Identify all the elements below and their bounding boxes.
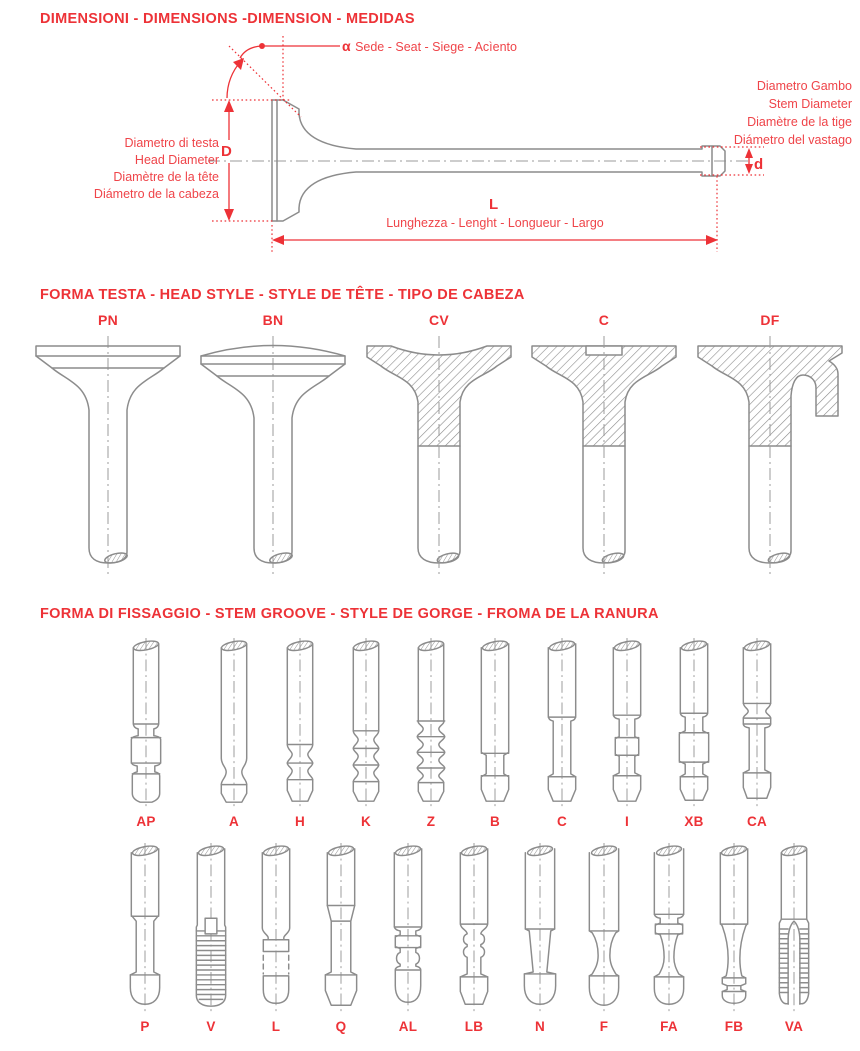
head-style-cv-drawing [357, 330, 521, 580]
head-style-label: PN [97, 312, 119, 328]
stem-style-label: N [534, 1019, 546, 1034]
head-style-label: CV [428, 312, 450, 328]
head-styles-title: FORMA TESTA - HEAD STYLE - STYLE DE TÊTE - TIPO DE CABEZA [40, 287, 525, 303]
stem-style-v-drawing [181, 841, 241, 1015]
stem-style-label: I [624, 814, 630, 829]
stem-style-q [311, 841, 371, 1034]
stem-style-v [181, 841, 241, 1034]
stem-style-label: A [228, 814, 240, 829]
head-diameter-label [94, 135, 219, 203]
stem-style-fb [704, 841, 764, 1034]
stem-style-label: AL [398, 1019, 418, 1034]
stem-style-xb-drawing [664, 636, 724, 810]
stem-style-label: V [206, 1019, 216, 1034]
stem-style-label: C [556, 814, 568, 829]
stem-style-va-drawing [764, 841, 824, 1015]
stem-style-label: XB [684, 814, 704, 829]
stem-style-label: Z [426, 814, 436, 829]
stem-style-z-drawing [401, 636, 461, 810]
stem-style-z [401, 636, 461, 829]
stem-style-fa-drawing [639, 841, 699, 1015]
stem-style-al-drawing [378, 841, 438, 1015]
stem-style-xb [664, 636, 724, 829]
stem-style-a-drawing [204, 636, 264, 810]
stem-style-n [510, 841, 570, 1034]
stem-style-label: K [360, 814, 372, 829]
stem-style-label: F [599, 1019, 609, 1034]
stem-style-fa [639, 841, 699, 1034]
stem-style-l-drawing [246, 841, 306, 1015]
stem-style-va [764, 841, 824, 1034]
stem-style-p-drawing [115, 841, 175, 1015]
stem-style-lb [444, 841, 504, 1034]
stem-style-label: B [489, 814, 501, 829]
stem-style-ap [116, 636, 176, 829]
stem-style-k [336, 636, 396, 829]
stem-style-label: LB [464, 1019, 484, 1034]
stem-style-k-drawing [336, 636, 396, 810]
stem-style-label: P [140, 1019, 150, 1034]
stem-style-al [378, 841, 438, 1034]
head-diameter-line-fr: Diamètre de la tête [113, 170, 219, 184]
stem-style-q-drawing [311, 841, 371, 1015]
stem-style-b [465, 636, 525, 829]
stem-style-b-drawing [465, 636, 525, 810]
stem-style-fb-drawing [704, 841, 764, 1015]
stem-diameter-line-es: Diámetro del vastago [733, 133, 852, 147]
length-label: Lunghezza - Lenght - Longueur - Largo [386, 216, 604, 230]
head-style-label: DF [760, 312, 780, 328]
head-style-c-drawing [522, 330, 686, 580]
stem-style-label: VA [784, 1019, 804, 1034]
stem-style-l [246, 841, 306, 1034]
head-style-label: BN [262, 312, 284, 328]
stem-style-h-drawing [270, 636, 330, 810]
head-style-bn-drawing [191, 330, 355, 580]
head-style-df [688, 312, 852, 580]
stem-style-label: Q [335, 1019, 347, 1034]
alpha-symbol: α [342, 38, 351, 54]
stem-diameter-line-it: Diametro Gambo [756, 79, 852, 93]
stem-style-ca-drawing [727, 636, 787, 810]
head-style-bn [191, 312, 355, 580]
dim-L-symbol: L [489, 196, 499, 213]
head-diameter-line-en: Head Diameter [134, 153, 219, 167]
stem-diameter-label [734, 77, 852, 149]
stem-style-i-drawing [597, 636, 657, 810]
stem-style-label: FA [660, 1019, 678, 1034]
dim-D-symbol: D [221, 143, 232, 160]
stem-style-c-drawing [532, 636, 592, 810]
stem-style-c [532, 636, 592, 829]
stem-style-f [574, 841, 634, 1034]
head-style-label: C [598, 312, 610, 328]
stem-style-i [597, 636, 657, 829]
dimensions-title: DIMENSIONI - DIMENSIONS -DIMENSION - MEDIDAS [40, 11, 415, 27]
stem-style-label: FB [724, 1019, 744, 1034]
stem-grooves-title: FORMA DI FISSAGGIO - STEM GROOVE - STYLE DE GORGE - FROMA DE LA RANURA [40, 606, 659, 622]
stem-style-n-drawing [510, 841, 570, 1015]
head-style-df-drawing [688, 330, 852, 580]
head-style-c [522, 312, 686, 580]
stem-style-label: H [294, 814, 306, 829]
stem-style-p [115, 841, 175, 1034]
stem-diameter-line-fr: Diamètre de la tige [747, 115, 852, 129]
dim-d-symbol: d [754, 156, 764, 173]
stem-style-label: L [271, 1019, 281, 1034]
head-diameter-line-it: Diametro di testa [124, 136, 219, 150]
head-style-cv [357, 312, 521, 580]
stem-style-a [204, 636, 264, 829]
head-style-pn [26, 312, 190, 580]
stem-style-lb-drawing [444, 841, 504, 1015]
seat-angle-label [342, 38, 517, 56]
stem-style-f-drawing [574, 841, 634, 1015]
stem-style-label: CA [746, 814, 768, 829]
stem-style-ap-drawing [116, 636, 176, 810]
stem-style-label: AP [136, 814, 156, 829]
head-style-pn-drawing [26, 330, 190, 580]
stem-diameter-line-en: Stem Diameter [768, 97, 852, 111]
stem-style-h [270, 636, 330, 829]
seat-label-text: Sede - Seat - Siege - Acìento [355, 40, 517, 54]
head-diameter-line-es: Diámetro de la cabeza [93, 187, 219, 201]
stem-style-ca [727, 636, 787, 829]
